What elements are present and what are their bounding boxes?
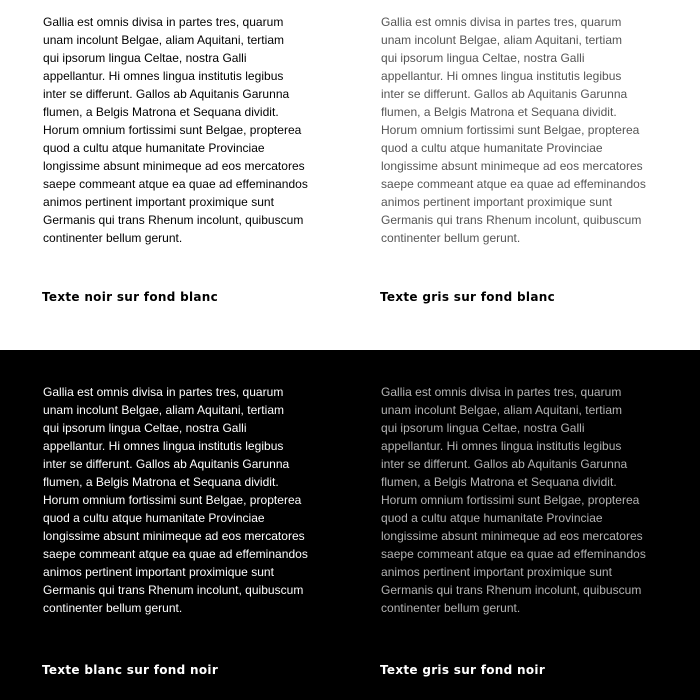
body-paragraph: Gallia est omnis divisa in partes tres, quarum unam incolunt Belgae, aliam Aquitani, tertiam qui ipsorum lingua Celtae, nostra Galli appellantur. Hi omnes lingua institutis legibus inter se differunt. Gallos ab Aquitanis Garunna flumen, a Belgis Matrona et Sequana dividit. Horum omnium fortissimi sunt Belgae, propterea quod a cultu atque humanitate Provinciae longissime absunt minimeque ad eos mercatores saepe commeant atque ea quae ad effeminandos animos pertinent important proximique sunt Germanis qui trans Rhenum incolunt, quibuscum continenter bellum gerunt.	[381, 15, 646, 245]
black-background-band	[0, 350, 700, 700]
panel-caption: Texte gris sur fond noir	[380, 663, 546, 677]
body-paragraph: Gallia est omnis divisa in partes tres, quarum unam incolunt Belgae, aliam Aquitani, tertiam qui ipsorum lingua Celtae, nostra Galli appellantur. Hi omnes lingua institutis legibus inter se differunt. Gallos ab Aquitanis Garunna flumen, a Belgis Matrona et Sequana dividit. Horum omnium fortissimi sunt Belgae, propterea quod a cultu atque humanitate Provinciae longissime absunt minimeque ad eos mercatores saepe commeant atque ea quae ad effeminandos animos pertinent important proximique sunt Germanis qui trans Rhenum incolunt, quibuscum continenter bellum gerunt.	[43, 15, 308, 245]
panel-caption: Texte gris sur fond blanc	[380, 290, 555, 304]
body-paragraph: Gallia est omnis divisa in partes tres, quarum unam incolunt Belgae, aliam Aquitani, tertiam qui ipsorum lingua Celtae, nostra Galli appellantur. Hi omnes lingua institutis legibus inter se differunt. Gallos ab Aquitanis Garunna flumen, a Belgis Matrona et Sequana dividit. Horum omnium fortissimi sunt Belgae, propterea quod a cultu atque humanitate Provinciae longissime absunt minimeque ad eos mercatores saepe commeant atque ea quae ad effeminandos animos pertinent important proximique sunt Germanis qui trans Rhenum incolunt, quibuscum continenter bellum gerunt.	[43, 385, 308, 615]
panel-caption: Texte noir sur fond blanc	[42, 290, 219, 304]
panel-caption: Texte blanc sur fond noir	[42, 663, 219, 677]
body-paragraph: Gallia est omnis divisa in partes tres, quarum unam incolunt Belgae, aliam Aquitani, tertiam qui ipsorum lingua Celtae, nostra Galli appellantur. Hi omnes lingua institutis legibus inter se differunt. Gallos ab Aquitanis Garunna flumen, a Belgis Matrona et Sequana dividit. Horum omnium fortissimi sunt Belgae, propterea quod a cultu atque humanitate Provinciae longissime absunt minimeque ad eos mercatores saepe commeant atque ea quae ad effeminandos animos pertinent important proximique sunt Germanis qui trans Rhenum incolunt, quibuscum continenter bellum gerunt.	[381, 385, 646, 615]
